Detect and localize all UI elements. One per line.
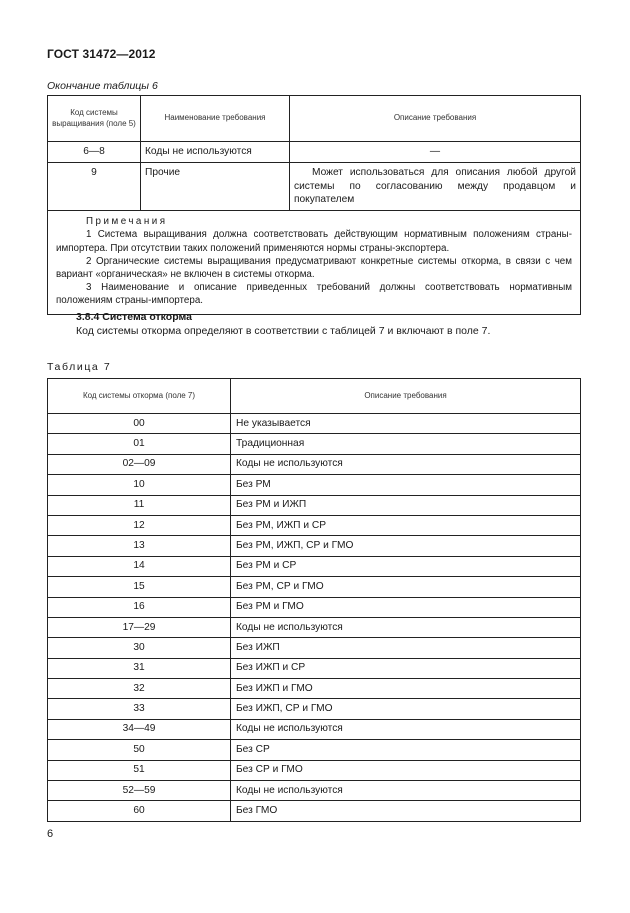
table-row — [48, 536, 581, 556]
table7-cell-desc: Коды не используются — [231, 617, 581, 637]
table7-cell-code: 34—49 — [48, 719, 231, 739]
table-row — [48, 142, 581, 163]
table7-cell-code: 51 — [48, 760, 231, 780]
table7-cell-code: 30 — [48, 638, 231, 658]
table7-cell-desc: Без РМ и ИЖП — [231, 495, 581, 515]
table7-header-desc: Описание требования — [231, 379, 581, 414]
table6-cell-name: Прочие — [141, 162, 290, 210]
table6-cell-desc: — — [290, 142, 581, 163]
table7-cell-desc: Без РМ, ИЖП, СР и ГМО — [231, 536, 581, 556]
table-row — [48, 740, 581, 760]
table7-cell-code: 15 — [48, 577, 231, 597]
table6-notes-row — [48, 211, 581, 315]
table-6 — [47, 95, 581, 315]
table7-cell-code: 11 — [48, 495, 231, 515]
table7-cell-code: 60 — [48, 801, 231, 821]
table7-cell-desc: Без РМ и ГМО — [231, 597, 581, 617]
table-row — [48, 515, 581, 535]
page-number: 6 — [47, 828, 54, 840]
table-row — [48, 658, 581, 678]
table-row — [48, 617, 581, 637]
table7-cell-desc: Коды не используются — [231, 781, 581, 801]
table7-header-code: Код системы откорма (поле 7) — [48, 379, 231, 414]
table7-caption: Таблица 7 — [47, 361, 112, 373]
table7-cell-desc: Без ИЖП, СР и ГМО — [231, 699, 581, 719]
table-row — [48, 495, 581, 515]
table7-cell-desc: Без СР — [231, 740, 581, 760]
note-2: 2 Органические системы выращивания предусматривают конкретные системы откорма, в связи с чем вариант «органическая» не включен в системы откорма. — [56, 255, 572, 280]
table7-cell-desc: Без РМ, СР и ГМО — [231, 577, 581, 597]
table7-cell-code: 50 — [48, 740, 231, 760]
table7-cell-desc: Без ИЖП и СР — [231, 658, 581, 678]
table-row — [48, 162, 581, 210]
table7-cell-desc: Коды не используются — [231, 454, 581, 474]
table-row — [48, 760, 581, 780]
table-row — [48, 719, 581, 739]
table7-cell-desc: Без ИЖП и ГМО — [231, 679, 581, 699]
table-row — [48, 801, 581, 821]
table7-cell-desc: Без СР и ГМО — [231, 760, 581, 780]
note-1: 1 Система выращивания должна соответствовать действующим нормативным положениям страны-импортера. При отсутствии таких положений применяются нормы страны-экспортера. — [56, 229, 572, 254]
table7-cell-code: 13 — [48, 536, 231, 556]
table-row — [48, 434, 581, 454]
table7-cell-desc: Коды не используются — [231, 719, 581, 739]
table-row — [48, 699, 581, 719]
table-7 — [47, 378, 581, 822]
table7-cell-code: 17—29 — [48, 617, 231, 637]
table7-cell-desc: Без РМ — [231, 475, 581, 495]
table-row — [48, 414, 581, 434]
table6-cell-name: Коды не используются — [141, 142, 290, 163]
note-3: 3 Наименование и описание приведенных требований должны соответствовать нормативным положениям страны-импортера. — [56, 282, 572, 307]
table7-cell-code: 33 — [48, 699, 231, 719]
section-text: Код системы откорма определяют в соответствии с таблицей 7 и включают в поле 7. — [76, 325, 491, 337]
table6-cell-code: 6—8 — [48, 142, 141, 163]
table6-header-row — [48, 96, 581, 142]
table6-caption: Окончание таблицы 6 — [47, 80, 158, 92]
table7-cell-code: 00 — [48, 414, 231, 434]
table-row — [48, 597, 581, 617]
table-row — [48, 454, 581, 474]
notes-title: Примечания — [86, 216, 168, 228]
table7-cell-code: 10 — [48, 475, 231, 495]
table7-cell-desc: Без РМ, ИЖП и СР — [231, 515, 581, 535]
table7-header-row — [48, 379, 581, 414]
table6-header-name: Наименование требования — [141, 96, 290, 142]
table-row — [48, 475, 581, 495]
table7-cell-code: 01 — [48, 434, 231, 454]
table-row — [48, 679, 581, 699]
table7-cell-code: 02—09 — [48, 454, 231, 474]
table-row — [48, 577, 581, 597]
table6-cell-desc: Может использоваться для описания любой другой системы по согласованию между продавцом и покупателем — [290, 162, 581, 210]
table-row — [48, 556, 581, 576]
table6-header-desc: Описание требования — [290, 96, 581, 142]
table7-cell-desc: Традиционная — [231, 434, 581, 454]
table-row — [48, 781, 581, 801]
table7-cell-code: 32 — [48, 679, 231, 699]
table6-header-code: Код системы выращивания (поле 5) — [48, 96, 141, 142]
table7-cell-desc: Без ИЖП — [231, 638, 581, 658]
table7-cell-desc: Без ГМО — [231, 801, 581, 821]
table7-cell-desc: Не указывается — [231, 414, 581, 434]
table7-cell-code: 16 — [48, 597, 231, 617]
table7-body — [48, 414, 581, 822]
table6-cell-code: 9 — [48, 162, 141, 210]
table-row — [48, 638, 581, 658]
table7-cell-code: 14 — [48, 556, 231, 576]
document-id: ГОСТ 31472—2012 — [47, 47, 156, 61]
table7-cell-desc: Без РМ и СР — [231, 556, 581, 576]
section-title: 3.8.4 Система откорма — [76, 311, 192, 323]
table6-notes — [48, 211, 581, 315]
table7-cell-code: 12 — [48, 515, 231, 535]
table7-cell-code: 52—59 — [48, 781, 231, 801]
table7-cell-code: 31 — [48, 658, 231, 678]
